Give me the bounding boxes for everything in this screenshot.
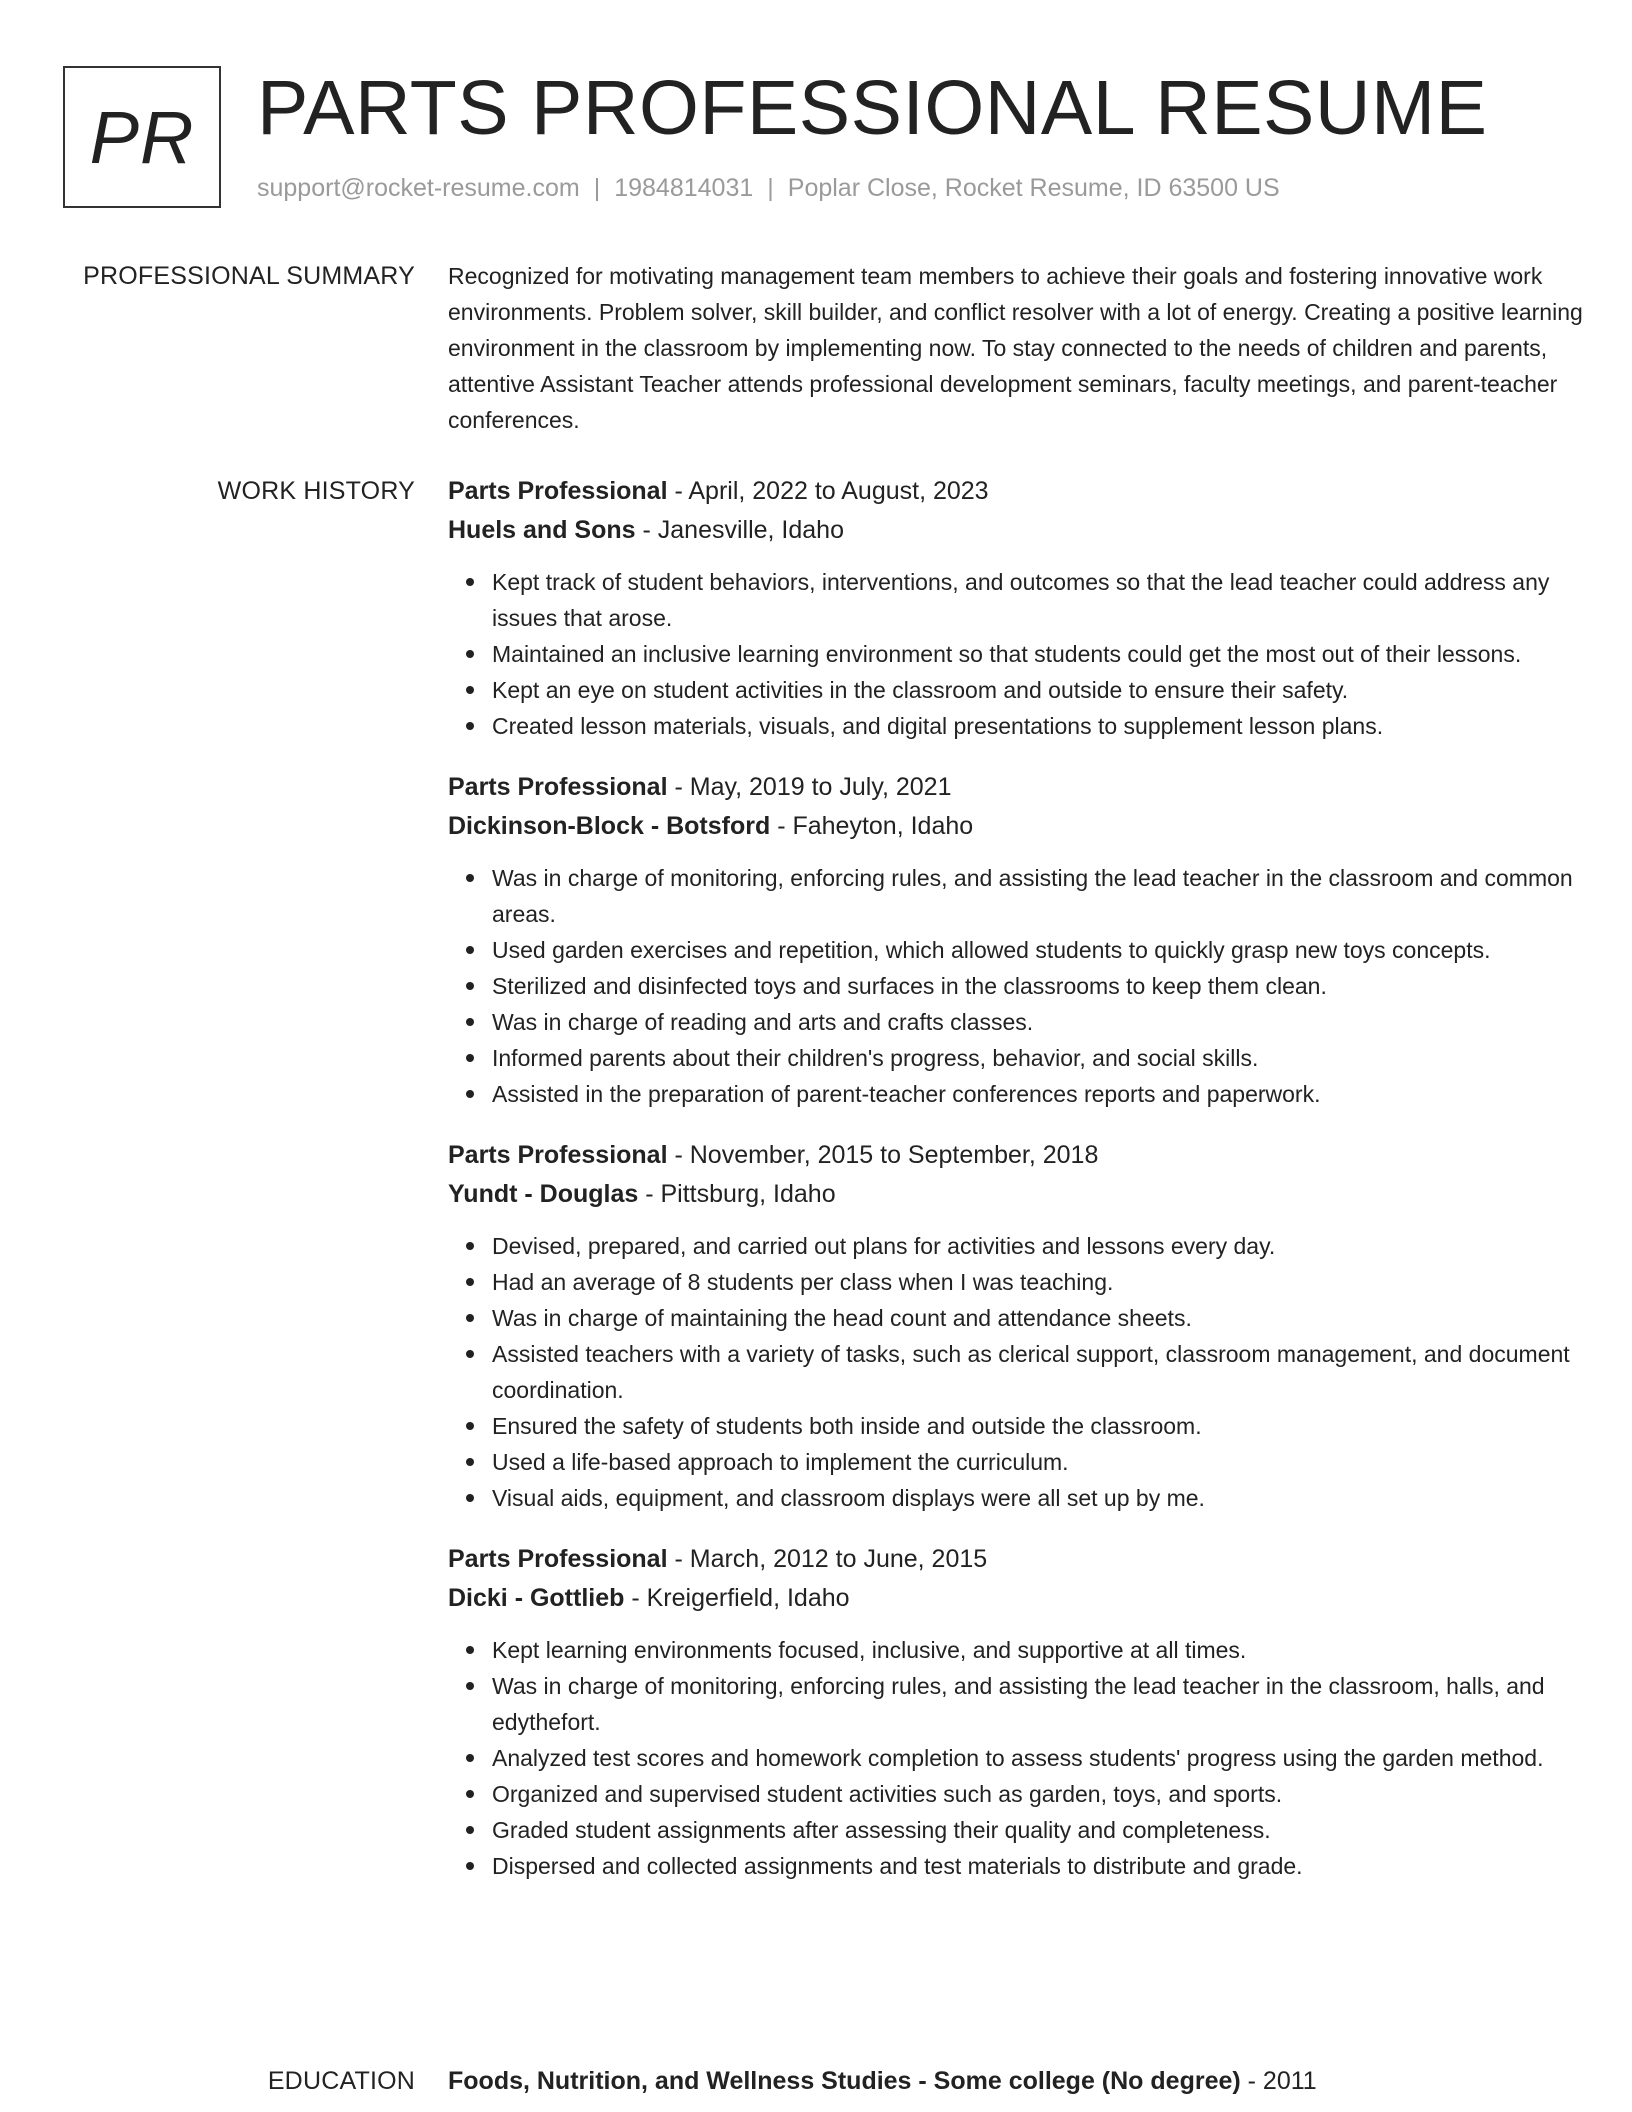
- job-title: Parts Professional: [448, 1141, 668, 1169]
- job-bullet: Was in charge of monitoring, enforcing rules, and assisting the lead teacher in the classroom and common areas.: [492, 860, 1583, 932]
- job-bullet: Had an average of 8 students per class when I was teaching.: [492, 1264, 1583, 1300]
- job-company: Huels and Sons: [448, 516, 636, 544]
- contact-separator: |: [593, 174, 601, 202]
- job-bullet: Was in charge of reading and arts and crafts classes.: [492, 1004, 1583, 1040]
- job-bullet: Used a life-based approach to implement the curriculum.: [492, 1444, 1583, 1480]
- job-company-line: [448, 807, 1583, 846]
- job-entry: [448, 1136, 1583, 1516]
- job-title-line: [448, 1540, 1583, 1579]
- job-location: - Kreigerfield, Idaho: [624, 1584, 850, 1612]
- job-bullet: Organized and supervised student activities such as garden, toys, and sports.: [492, 1776, 1583, 1812]
- section-label-summary: PROFESSIONAL SUMMARY: [83, 262, 415, 290]
- job-dates: - April, 2022 to August, 2023: [667, 477, 989, 505]
- job-bullet: Used garden exercises and repetition, which allowed students to quickly grasp new toys concepts.: [492, 932, 1583, 968]
- job-company: Yundt - Douglas: [448, 1180, 639, 1208]
- job-bullet-list: [448, 1632, 1583, 1884]
- job-location: - Pittsburg, Idaho: [638, 1180, 836, 1208]
- job-bullet: Kept track of student behaviors, interventions, and outcomes so that the lead teacher could address any issues that arose.: [492, 564, 1583, 636]
- job-company-line: [448, 511, 1583, 550]
- job-list: [448, 472, 1583, 1908]
- job-company-line: [448, 1175, 1583, 1214]
- page-title: PARTS PROFESSIONAL RESUME: [257, 65, 1488, 151]
- job-bullet: Assisted in the preparation of parent-teacher conferences reports and paperwork.: [492, 1076, 1583, 1112]
- education-entry: [448, 2062, 1583, 2101]
- contact-address: Poplar Close, Rocket Resume, ID 63500 US: [787, 174, 1280, 202]
- section-label-education: EDUCATION: [267, 2067, 415, 2095]
- job-title: Parts Professional: [448, 477, 668, 505]
- job-entry: [448, 768, 1583, 1112]
- job-title-line: [448, 768, 1583, 807]
- job-bullet: Devised, prepared, and carried out plans for activities and lessons every day.: [492, 1228, 1583, 1264]
- education-year: - 2011: [1240, 2067, 1317, 2095]
- job-dates: - March, 2012 to June, 2015: [667, 1545, 988, 1573]
- job-entry: [448, 472, 1583, 744]
- contact-email[interactable]: support@rocket-resume.com: [257, 174, 580, 202]
- job-bullet: Was in charge of monitoring, enforcing rules, and assisting the lead teacher in the classroom, halls, and edythefort.: [492, 1668, 1583, 1740]
- job-entry: [448, 1540, 1583, 1884]
- job-bullet: Created lesson materials, visuals, and digital presentations to supplement lesson plans.: [492, 708, 1583, 744]
- job-title-line: [448, 1136, 1583, 1175]
- job-bullet: Maintained an inclusive learning environment so that students could get the most out of their lessons.: [492, 636, 1583, 672]
- job-dates: - November, 2015 to September, 2018: [667, 1141, 1099, 1169]
- job-bullet: Informed parents about their children's progress, behavior, and social skills.: [492, 1040, 1583, 1076]
- job-title: Parts Professional: [448, 1545, 668, 1573]
- contact-separator: |: [767, 174, 774, 202]
- job-dates: - May, 2019 to July, 2021: [667, 773, 952, 801]
- job-company-line: [448, 1579, 1583, 1618]
- job-bullet: Visual aids, equipment, and classroom displays were all set up by me.: [492, 1480, 1583, 1516]
- job-bullet: Was in charge of maintaining the head count and attendance sheets.: [492, 1300, 1583, 1336]
- job-bullet: Ensured the safety of students both inside and outside the classroom.: [492, 1408, 1583, 1444]
- job-bullet: Sterilized and disinfected toys and surfaces in the classrooms to keep them clean.: [492, 968, 1583, 1004]
- job-title: Parts Professional: [448, 773, 668, 801]
- contact-phone[interactable]: 1984814031: [614, 174, 754, 202]
- job-bullet-list: [448, 564, 1583, 744]
- job-title-line: [448, 472, 1583, 511]
- education-degree: Foods, Nutrition, and Wellness Studies - Some college (No degree): [448, 2067, 1241, 2095]
- job-bullet: Graded student assignments after assessing their quality and completeness.: [492, 1812, 1583, 1848]
- contact-line: [257, 174, 1280, 203]
- job-bullet-list: [448, 1228, 1583, 1516]
- job-company: Dickinson-Block - Botsford: [448, 812, 771, 840]
- monogram-badge: PR: [63, 66, 221, 208]
- job-bullet: Dispersed and collected assignments and test materials to distribute and grade.: [492, 1848, 1583, 1884]
- job-bullet-list: [448, 860, 1583, 1112]
- job-bullet: Analyzed test scores and homework completion to assess students' progress using the garden method.: [492, 1740, 1583, 1776]
- job-location: - Janesville, Idaho: [635, 516, 844, 544]
- job-location: - Faheyton, Idaho: [770, 812, 974, 840]
- job-company: Dicki - Gottlieb: [448, 1584, 625, 1612]
- resume-header: [63, 64, 1583, 214]
- section-label-work-history: WORK HISTORY: [217, 477, 415, 505]
- job-bullet: Kept an eye on student activities in the classroom and outside to ensure their safety.: [492, 672, 1583, 708]
- job-bullet: Kept learning environments focused, inclusive, and supportive at all times.: [492, 1632, 1583, 1668]
- job-bullet: Assisted teachers with a variety of tasks, such as clerical support, classroom management, and document coordination.: [492, 1336, 1583, 1408]
- summary-text: Recognized for motivating management team members to achieve their goals and fostering innovative work environments. Problem solver, skill builder, and conflict resolver with a lot of energy. Creating a positive learning environment in the classroom by implementing now. To stay connected to the needs of children and parents, attentive Assistant Teacher attends professional development seminars, faculty meetings, and parent-teacher conferences.: [448, 263, 1583, 433]
